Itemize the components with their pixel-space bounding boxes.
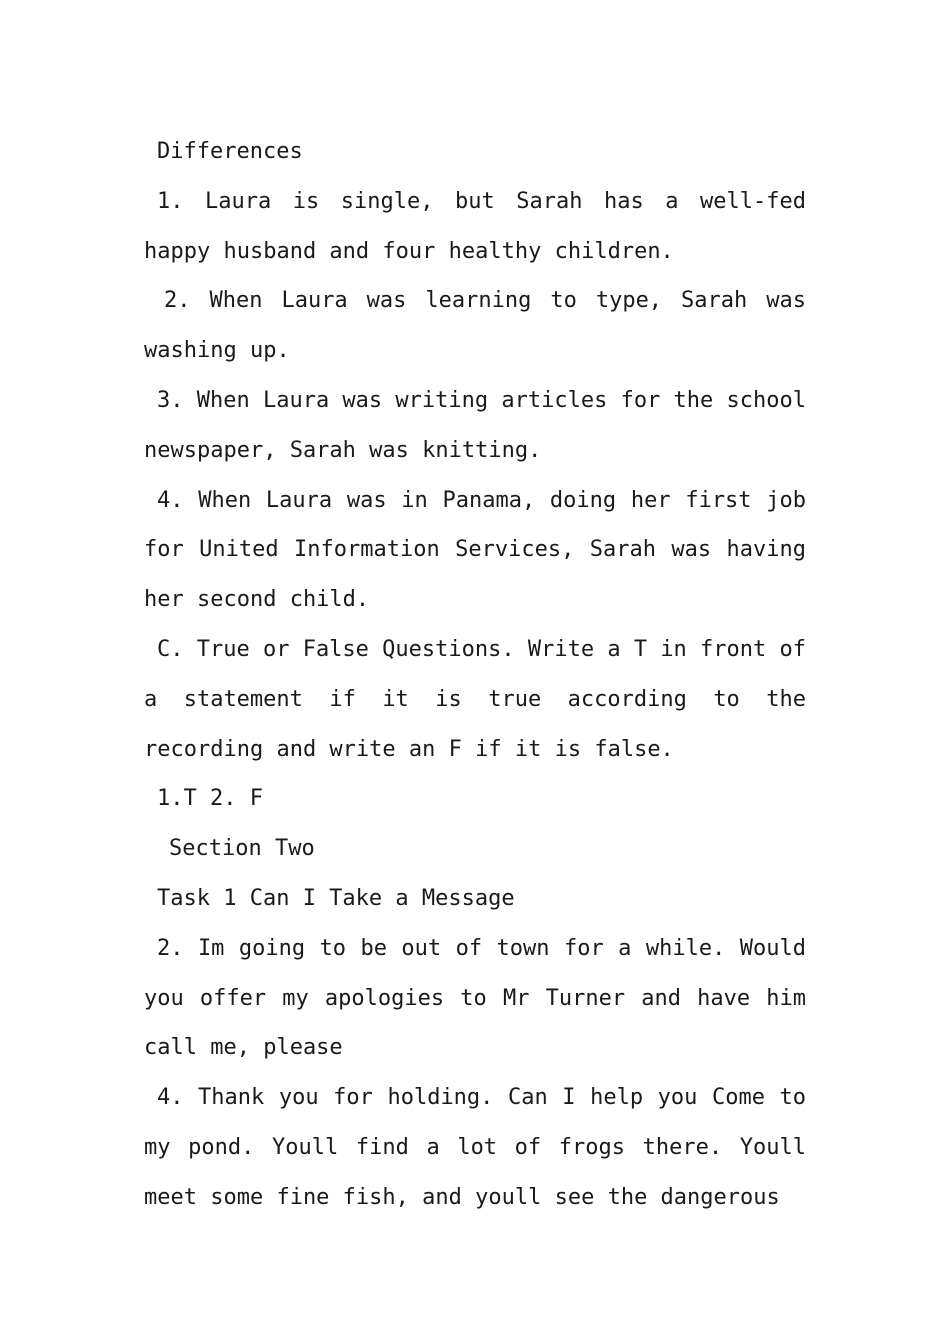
difference-item-2: 2. When Laura was learning to type, Sarah was washing up. [144, 288, 806, 364]
difference-item-4: 4. When Laura was in Panama, doing her first job for United Information Services, Sarah was having her second child. [144, 487, 806, 613]
task-1-heading: Task 1 Can I Take a Message [157, 885, 515, 911]
document-body [144, 127, 806, 1223]
section-c-instructions: C. True or False Questions. Write a T in front of a statement if it is true according to the recording and write an F if it is false. [144, 636, 807, 762]
difference-item-1: 1. Laura is single, but Sarah has a well-fed happy husband and four healthy children. [144, 188, 806, 264]
section-two-heading: Section Two [169, 836, 315, 862]
answer-line: 1.T 2. F [157, 786, 263, 812]
task-item-2: 2. Im going to be out of town for a while. Would you offer my apologies to Mr Turner and have him call me, please [144, 935, 806, 1061]
difference-item-3: 3. When Laura was writing articles for the school newspaper, Sarah was knitting. [144, 387, 807, 463]
task-item-4: 4. Thank you for holding. Can I help you Come to my pond. Youll find a lot of frogs there. Youll meet some fine fish, and youll see the dangerous [144, 1085, 806, 1210]
heading-differences: Differences [157, 139, 303, 164]
